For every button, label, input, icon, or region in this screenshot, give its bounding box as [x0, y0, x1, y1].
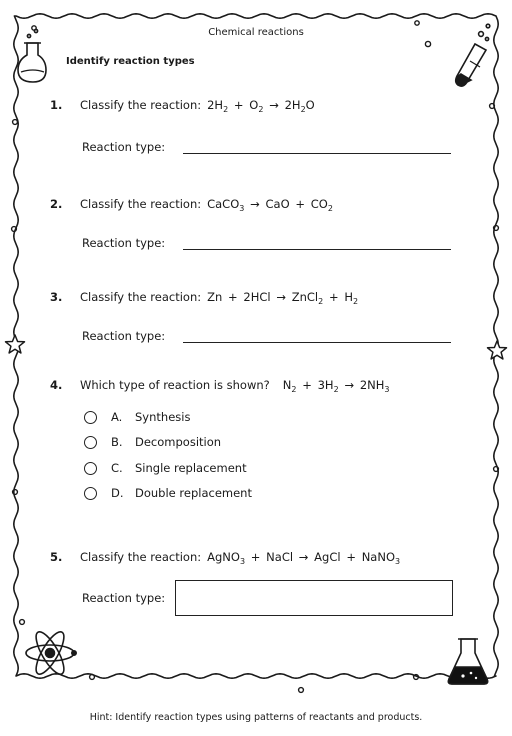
option-a[interactable]	[84, 407, 190, 427]
question-prompt: Classify the reaction: $2H_2$ + $O_2$ → $2H_2O$	[80, 98, 315, 114]
option-text: Decomposition	[135, 435, 222, 449]
option-text: Single replacement	[135, 461, 247, 475]
question-number: 2.	[50, 197, 63, 211]
reaction-type-label: Reaction type:	[82, 236, 166, 250]
option-b[interactable]	[84, 432, 221, 452]
question-prompt: Classify the reaction: Zn + 2HCl → ZnCl$_2$ + $H_2$	[80, 290, 359, 306]
hint-text: Hint: Identify reaction types using patterns of reactants and products.	[89, 712, 423, 723]
option-c[interactable]	[84, 458, 247, 478]
erlenmeyer-flask-icon	[448, 639, 487, 684]
chemical-equation: CaCO$_3$ → CaO + $CO_2$	[207, 197, 333, 213]
reaction-type-label: Reaction type:	[82, 140, 166, 154]
reaction-type-label: Reaction type:	[82, 329, 166, 343]
question-number: 1.	[50, 98, 63, 112]
wavy-frame	[14, 14, 498, 678]
question-prompt: Classify the reaction: AgNO$_3$ + NaCl → AgCl + NaNO$_3$	[80, 550, 401, 566]
radio-button[interactable]	[84, 436, 97, 449]
question-prompt: Classify the reaction: CaCO$_3$ → CaO + $CO_2$	[80, 197, 333, 213]
option-letter: B.	[111, 435, 123, 449]
worksheet-subtitle: Identify reaction types	[66, 56, 195, 67]
page-header: Chemical reactions	[208, 27, 304, 38]
option-text: Double replacement	[135, 486, 252, 500]
answer-box[interactable]	[175, 580, 453, 616]
reaction-type-label: Reaction type:	[82, 591, 166, 605]
answer-line[interactable]	[183, 153, 451, 154]
question-prompt: Which type of reaction is shown? $N_2$ + $3H_2$ → $2NH_3$	[80, 378, 390, 394]
question-number: 3.	[50, 290, 63, 304]
option-letter: A.	[111, 410, 123, 424]
option-d[interactable]	[84, 483, 252, 503]
radio-button[interactable]	[84, 462, 97, 475]
option-letter: D.	[111, 486, 124, 500]
option-letter: C.	[111, 461, 123, 475]
chemical-equation: AgNO$_3$ + NaCl → AgCl + NaNO$_3$	[207, 550, 401, 566]
radio-button[interactable]	[84, 487, 97, 500]
option-text: Synthesis	[135, 410, 191, 424]
chemical-equation: $N_2$ + $3H_2$ → $2NH_3$	[282, 378, 390, 394]
radio-button[interactable]	[84, 411, 97, 424]
question-number: 4.	[50, 378, 63, 392]
answer-line[interactable]	[183, 249, 451, 250]
atom-icon	[26, 628, 76, 678]
answer-line[interactable]	[183, 342, 451, 343]
star-icon	[488, 341, 507, 359]
star-icon	[6, 335, 25, 353]
question-number: 5.	[50, 550, 63, 564]
chemical-equation: $2H_2$ + $O_2$ → $2H_2O$	[207, 98, 315, 114]
chemical-equation: Zn + 2HCl → ZnCl$_2$ + $H_2$	[207, 290, 359, 306]
